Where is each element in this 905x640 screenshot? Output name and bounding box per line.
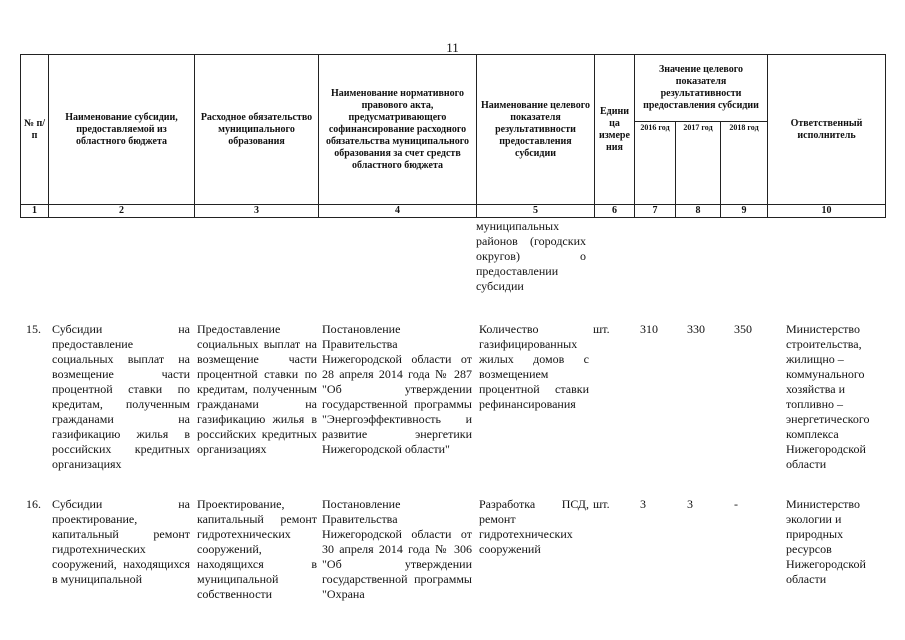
column-number: 5 — [477, 205, 595, 218]
executor: Министерство экологии и природных ресурсов Нижегородской области — [786, 497, 866, 586]
header-act: Наименование нормативного правового акта, предусматривающего софинансирование расходного обязательства муниципального образования за счет средств областного бюджета — [319, 55, 477, 205]
legal-act: Постановление Правительства Нижегородской области от 28 апреля 2014 года № 287 "Об утверждении государственной программы "Энергоэффективность и развитие энергетики Нижегородской области" — [322, 322, 472, 456]
column-number: 1 — [21, 205, 49, 218]
executor: Министерство строительства, жилищно – коммунального хозяйства и топливно – энергетического комплекса Нижегородской области — [786, 322, 870, 471]
indicator-name: Разработка ПСД, ремонт гидротехнических сооружений — [479, 497, 589, 556]
value-2016: 310 — [640, 322, 658, 336]
unit: шт. — [593, 497, 610, 511]
value-2018: - — [734, 497, 738, 511]
header-subsidy: Наименование субсидии, предоставляемой из областного бюджета — [49, 55, 195, 205]
table-header — [20, 54, 886, 218]
page-number: 11 — [446, 40, 459, 55]
header-indicator: Наименование целевого показателя результативности предоставления субсидии — [477, 55, 595, 205]
header-unit: Едини ца измере ния — [595, 55, 635, 205]
value-2018: 350 — [734, 322, 752, 336]
obligation: Проектирование, капитальный ремонт гидротехнических сооружений, находящихся в муниципальной собственности — [197, 497, 317, 601]
column-number: 10 — [768, 205, 886, 218]
row-number: 15. — [26, 322, 41, 336]
header-year-2017: 2017 год — [676, 122, 721, 205]
header-executor: Ответственный исполнитель — [768, 55, 886, 205]
value-2016: 3 — [640, 497, 646, 511]
subsidy-name: Субсидии на проектирование, капитальный ремонт гидротехнических сооружений, находящихся в муниципальной — [52, 497, 190, 586]
header-num: № п/п — [21, 55, 49, 205]
column-number: 4 — [319, 205, 477, 218]
continuation-indicator: муниципальных районов (городских округов) о предоставлении субсидии — [476, 219, 586, 293]
column-number: 3 — [195, 205, 319, 218]
header-year-2018: 2018 год — [721, 122, 768, 205]
column-number: 2 — [49, 205, 195, 218]
header-value-group: Значение целевого показателя результативности предоставления субсидии — [635, 55, 768, 122]
column-number: 8 — [676, 205, 721, 218]
unit: шт. — [593, 322, 610, 336]
value-2017: 330 — [687, 322, 705, 336]
indicator-name: Количество газифицированных жилых домов с возмещением процентной ставки рефинансирования — [479, 322, 589, 411]
legal-act: Постановление Правительства Нижегородской области от 30 апреля 2014 года № 306 "Об утверждении государственной программы "Охрана — [322, 497, 472, 601]
column-number: 7 — [635, 205, 676, 218]
header-obligation: Расходное обязательство муниципального образования — [195, 55, 319, 205]
column-number: 9 — [721, 205, 768, 218]
column-number: 6 — [595, 205, 635, 218]
obligation: Предоставление социальных выплат на возмещение части процентной ставки по кредитам, полученным гражданами на газификацию жилья в российских кредитных организациях — [197, 322, 317, 456]
header-year-2016: 2016 год — [635, 122, 676, 205]
value-2017: 3 — [687, 497, 693, 511]
row-number: 16. — [26, 497, 41, 511]
subsidy-name: Субсидии на предоставление социальных выплат на возмещение части процентной ставки по кредитам, полученным гражданами на газификацию жилья в российских кредитных организациях — [52, 322, 190, 471]
